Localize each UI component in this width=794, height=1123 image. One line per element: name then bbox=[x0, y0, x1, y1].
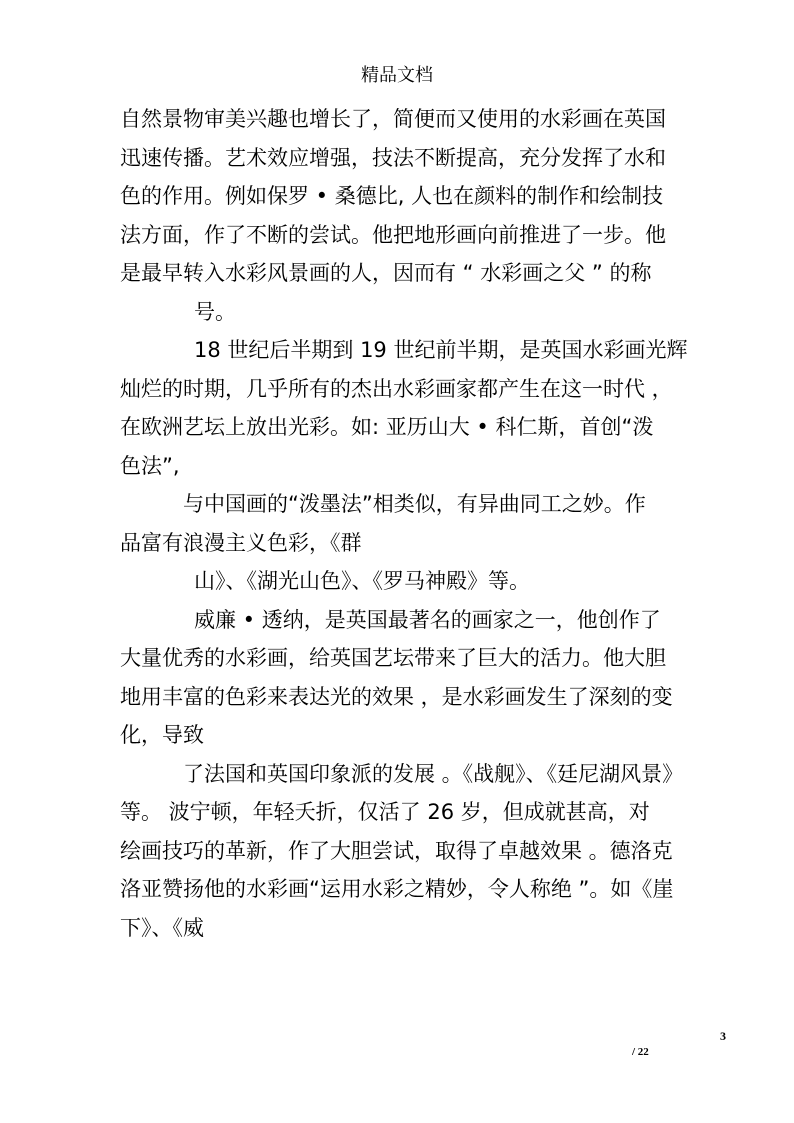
text-line: 大量优秀的水彩画，给英国艺坛带来了巨大的活力。他大胆 bbox=[120, 646, 666, 670]
text-line: 与中国画的“泼墨法”相类似，有异曲同工之妙。作 bbox=[183, 492, 646, 516]
text-line: 等。 波宁顿，年轻夭折，仅活了 26 岁，但成就甚高，对 bbox=[120, 800, 650, 824]
text-line: 山》、《湖光山色》、《罗马神殿》等。 bbox=[194, 569, 530, 593]
text-line: 在欧洲艺坛上放出光彩。如: 亚历山大 • 科仁斯，首创“泼 bbox=[120, 415, 654, 439]
text-line: 迅速传播。艺术效应增强，技法不断提高，充分发挥了水和 bbox=[120, 145, 666, 170]
text-line: 洛亚赞扬他的水彩画“运用水彩之精妙，令人称绝 ”。如《崖 bbox=[120, 877, 674, 901]
text-line: 品富有浪漫主义色彩，《群 bbox=[120, 530, 362, 555]
text-line: 是最早转入水彩风景画的人，因而有 “ 水彩画之父 ” 的称 bbox=[120, 261, 652, 285]
text-line: 绘画技巧的革新，作了大胆尝试，取得了卓越效果 。德洛克 bbox=[120, 838, 673, 863]
text-line: 号。 bbox=[194, 299, 236, 324]
text-line: 了法国和英国印象派的发展 。《战舰》、《廷尼湖风景》 bbox=[183, 761, 684, 786]
text-line: 灿烂的时期，几乎所有的杰出水彩画家都产生在这一时代 ， bbox=[120, 376, 673, 401]
page-header-title: 精品文档 bbox=[361, 65, 433, 86]
text-line: 地用丰富的色彩来表达光的效果 ，是水彩画发生了深刻的变 bbox=[120, 684, 673, 709]
text-line: 色的作用。例如保罗 • 桑德比, 人也在颜料的制作和绘制技 bbox=[120, 184, 664, 208]
document-body bbox=[120, 100, 700, 947]
text-line: 化，导致 bbox=[120, 723, 204, 747]
page-total: / 22 bbox=[632, 1046, 649, 1058]
page-number: 3 bbox=[720, 1029, 726, 1043]
text-line: 下》、《威 bbox=[120, 915, 204, 940]
text-line: 法方面，作了不断的尝试。他把地形画向前推进了一步。他 bbox=[120, 222, 666, 247]
text-line: 18 世纪后半期到 19 世纪前半期，是英国水彩画光辉 bbox=[194, 338, 688, 362]
text-line: 自然景物审美兴趣也增长了，简便而又使用的水彩画在英国 bbox=[120, 107, 666, 131]
text-line: 威廉 • 透纳，是英国最著名的画家之一，他创作了 bbox=[194, 607, 661, 632]
text-line: 色法”, bbox=[120, 453, 180, 478]
